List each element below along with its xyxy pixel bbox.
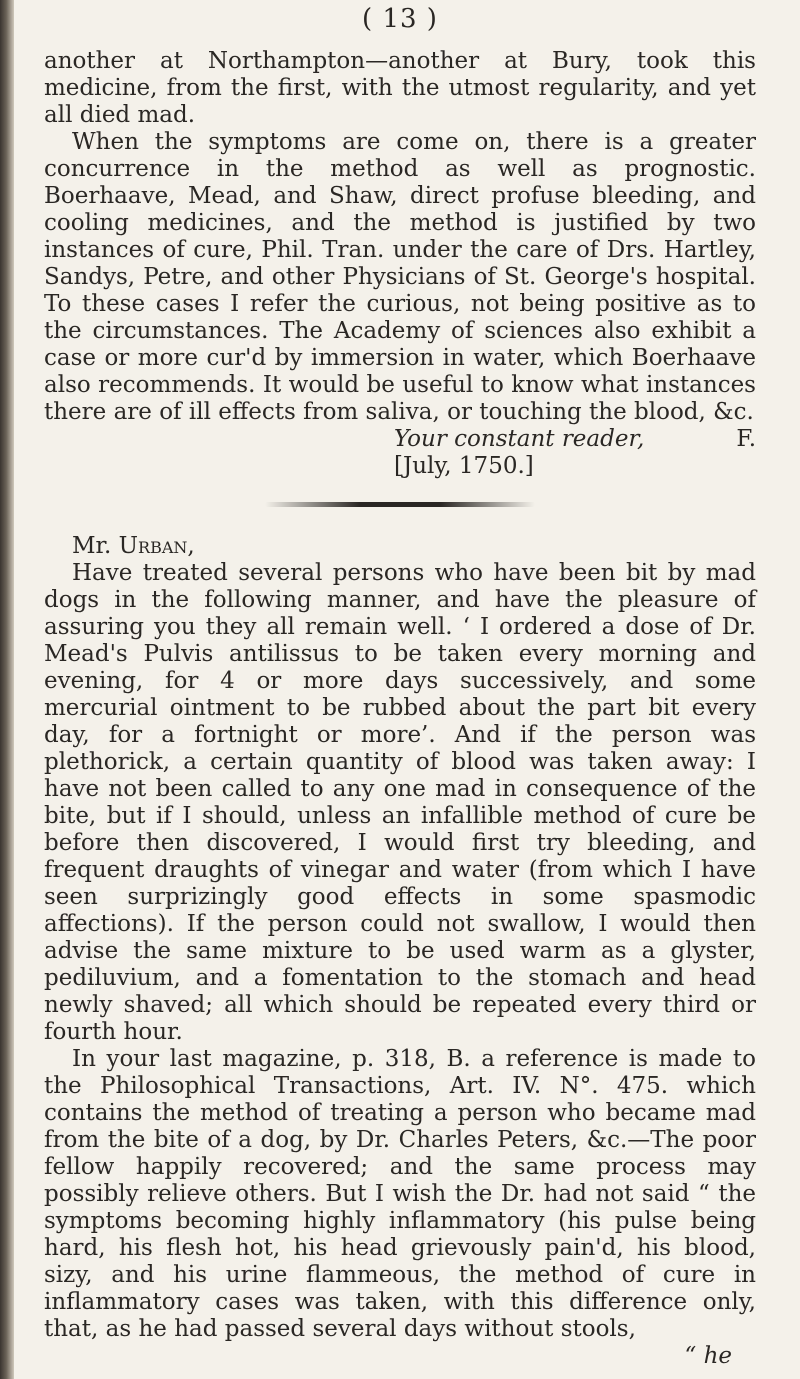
catchword: “ he <box>684 1343 732 1369</box>
letter1-signature <box>44 426 756 453</box>
salutation-prefix: Mr. <box>72 533 112 559</box>
page <box>44 0 756 1370</box>
closing-text: Your constant reader, <box>394 426 645 452</box>
letter2-salutation <box>44 533 756 560</box>
signature-initial: F. <box>736 426 756 452</box>
letter1-paragraph-1: another at Northampton—another at Bury, took this medicine, from the first, with the utmost regularity, and yet all died mad. <box>44 48 756 128</box>
letter2-paragraph-1: Have treated several persons who have been bit by mad dogs in the following manner, and have the pleasure of assuring you they all remain well. ‘ I ordered a dose of Dr. Mead's Pulvis antilissus to be taken every morning and evening, for 4 or more days successively, and some mercurial ointment to be rubbed about the part bit every day, for a fortnight or more’. And if the person was plethorick, a certain quantity of blood was taken away: I have not been called to any one mad in consequence of the bite, but if I should, unless an infallible method of cure be before then discovered, I would first try bleeding, and frequent draughts of vinegar and water (from which I have seen surprizingly good effects in some spasmodic affections). If the person could not swallow, I would then advise the same mixture to be used warm as a glyster, pediluvium, and a fomentation to the stomach and head newly shaved; all which should be repeated every third or fourth hour. <box>44 560 756 1045</box>
letter2-paragraph-2: In your last magazine, p. 318, B. a reference is made to the Philosophical Transactions, Art. IV. N°. 475. which contains the method of treating a person who became mad from the bite of a dog, by Dr. Charles Peters, &c.—The poor fellow happily recovered; and the same process may possibly relieve others. But I wish the Dr. had not said “ the symptoms becoming highly inflammatory (his pulse being hard, his flesh hot, his head grievously pain'd, his blood, sizy, and his urine flammeous, the method of cure in inflammatory cases was taken, with this difference only, that, as he had passed several days without stools, <box>44 1046 756 1342</box>
section-divider <box>265 502 535 507</box>
salutation-name: Urban, <box>118 533 195 559</box>
page-number-header: ( 13 ) <box>362 4 438 34</box>
letter1-date: [July, 1750.] <box>394 453 534 479</box>
letter1-paragraph-2: When the symptoms are come on, there is a greater concurrence in the method as well as prognostic. Boerhaave, Mead, and Shaw, direct profuse bleeding, and cooling medicines, and the method is justified by two instances of cure, Phil. Tran. under the care of Drs. Hartley, Sandys, Petre, and other Physicians of St. George's hospital. To these cases I refer the curious, not being positive as to the circumstances. The Academy of sciences also exhibit a case or more cur'd by immersion in water, which Boerhaave also recommends. It would be useful to know what instances there are of ill effects from saliva, or touching the blood, &c. <box>44 129 756 425</box>
book-binding-edge <box>0 0 14 1379</box>
